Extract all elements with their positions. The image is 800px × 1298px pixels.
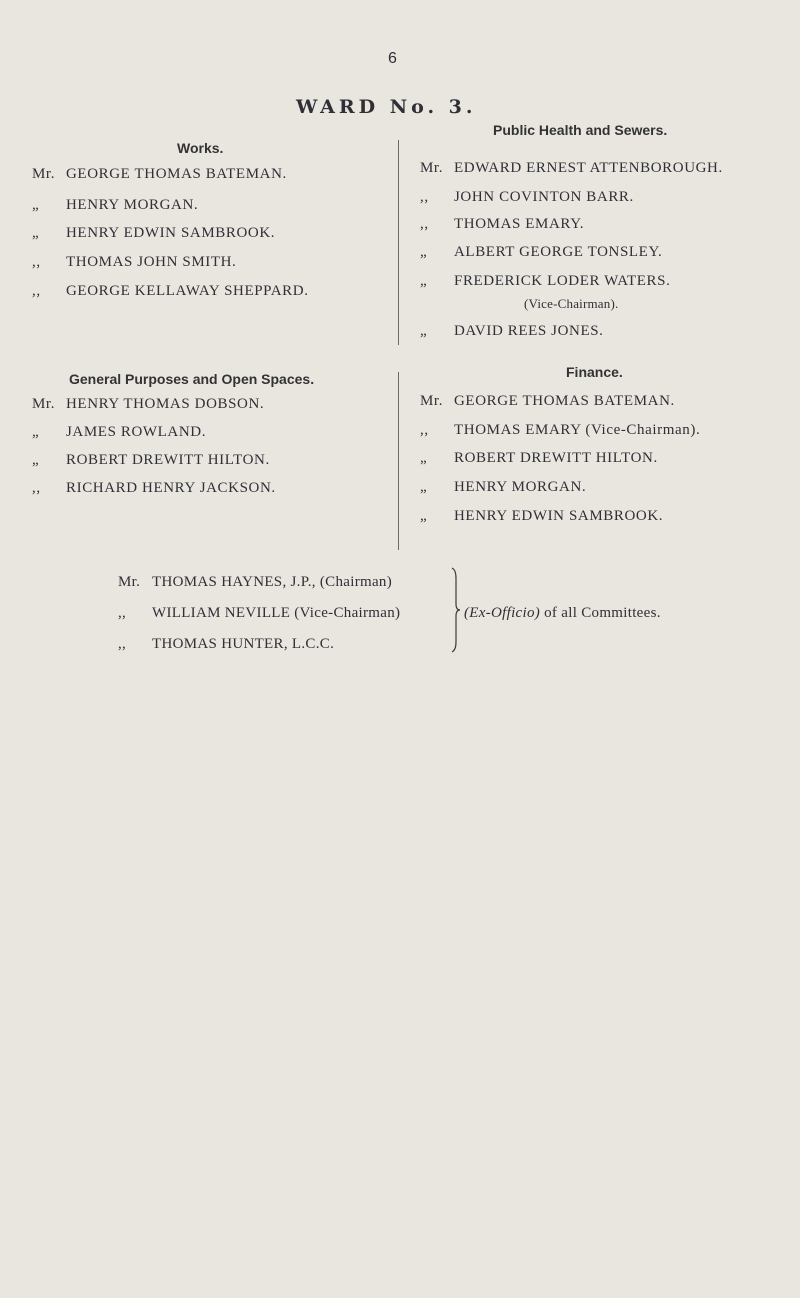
finance-member: ,, THOMAS EMARY (Vice-Chairman). (420, 422, 701, 438)
general-purposes-heading: General Purposes and Open Spaces. (69, 371, 315, 387)
public-health-member: „ ALBERT GEORGE TONSLEY. (420, 244, 663, 260)
finance-member: „ HENRY MORGAN. (420, 479, 587, 495)
page-number: 6 (388, 50, 397, 67)
works-member: ,, THOMAS JOHN SMITH. (32, 254, 237, 270)
works-heading: Works. (177, 140, 224, 156)
finance-member: Mr. GEORGE THOMAS BATEMAN. (420, 393, 675, 409)
works-member: ,, GEORGE KELLAWAY SHEPPARD. (32, 283, 309, 299)
works-member: Mr. GEORGE THOMAS BATEMAN. (32, 166, 287, 182)
ex-officio-member: Mr. THOMAS HAYNES, J.P., (Chairman) (118, 574, 393, 590)
public-health-heading: Public Health and Sewers. (493, 122, 668, 138)
public-health-member: ,, THOMAS EMARY. (420, 216, 585, 232)
ex-officio-member: ,, THOMAS HUNTER, L.C.C. (118, 636, 335, 652)
page-title: WARD No. 3. (296, 96, 477, 118)
general-purposes-member: Mr. HENRY THOMAS DOBSON. (32, 396, 265, 412)
works-member: „ HENRY EDWIN SAMBROOK. (32, 225, 276, 241)
ex-officio-member: ,, WILLIAM NEVILLE (Vice-Chairman) (118, 605, 401, 621)
finance-member: „ HENRY EDWIN SAMBROOK. (420, 508, 664, 524)
general-purposes-member: ,, RICHARD HENRY JACKSON. (32, 480, 276, 496)
public-health-member: Mr. EDWARD ERNEST ATTENBOROUGH. (420, 160, 723, 176)
works-member: „ HENRY MORGAN. (32, 197, 199, 213)
public-health-member: „ DAVID REES JONES. (420, 323, 604, 339)
general-purposes-member: „ ROBERT DREWITT HILTON. (32, 452, 270, 468)
column-divider (398, 372, 399, 550)
ex-officio-note: (Ex-Officio) of all Committees. (464, 605, 661, 621)
finance-member: „ ROBERT DREWITT HILTON. (420, 450, 658, 466)
finance-heading: Finance. (566, 364, 623, 380)
vice-chairman-note: (Vice-Chairman). (524, 296, 619, 311)
general-purposes-member: „ JAMES ROWLAND. (32, 424, 207, 440)
brace-icon (450, 566, 462, 654)
public-health-member: ,, JOHN COVINTON BARR. (420, 189, 634, 205)
public-health-member: „ FREDERICK LODER WATERS. (420, 273, 671, 289)
column-divider (398, 140, 399, 345)
